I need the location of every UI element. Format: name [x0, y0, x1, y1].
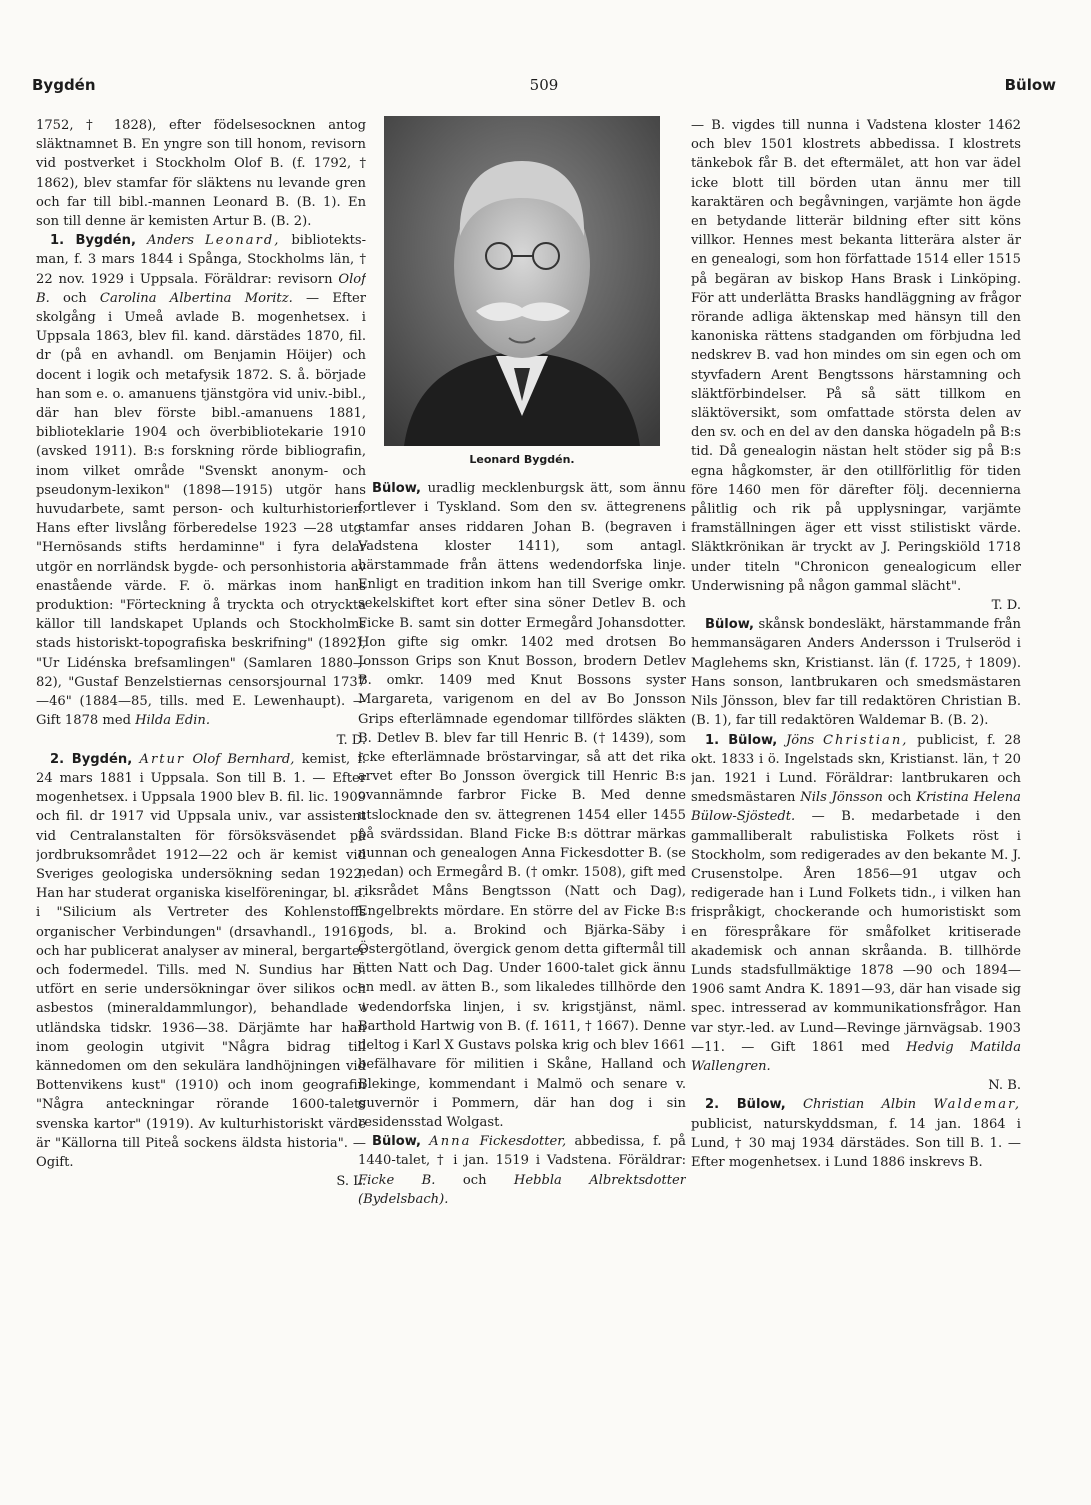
father-name: Nils Jönsson [800, 790, 883, 806]
entry-number: 1. [50, 233, 76, 249]
father-name: Ficke B. [358, 1172, 436, 1188]
wife-name: Hedvig Matilda Wallengren. [691, 1039, 1021, 1074]
entry-text-and: och [49, 290, 100, 306]
mother-name: Hebbla Albrektsdotter (Bydelsbach). [358, 1172, 686, 1207]
entry-artur-bygden [36, 750, 366, 1192]
headword: Bülow, [736, 1097, 786, 1113]
signature: N. B. [988, 1078, 1021, 1094]
entry-christian-bulow [691, 731, 1021, 1096]
signature: T. D. [336, 732, 366, 748]
wife-name: Hilda Edin. [135, 713, 210, 729]
name-spaced: Anna [429, 1134, 472, 1150]
portrait-photo [384, 116, 660, 446]
entry-number: 2. [50, 751, 72, 767]
entry-number: 2. [705, 1097, 737, 1113]
entry-text-and: och [435, 1172, 514, 1188]
entry-number: 1. [705, 732, 729, 748]
column-left [36, 116, 366, 1486]
entry-text: abbedissa, f. på 1440-talet, † i jan. 1519 i Vadstena. Föräldrar: [358, 1134, 686, 1169]
entry-body: skånsk bondesläkt, härstammande från hemmansägaren Anders Andersson i Trulseröd i Maglehems skn, Kristianst. län (f. 1725, † 1809). Hans sonson, lantbrukaren och smedsmästaren Nils Jönsson, blev far till redaktören Christian B. (B. 1), far till redaktören Waldemar B. (B. 2). [691, 617, 1021, 729]
mother-name: Kristina Helena Bülow-Sjöstedt. [691, 790, 1021, 825]
father-name: Olof B. [36, 271, 366, 306]
name-spaced: Waldemar, [933, 1097, 1021, 1113]
entry-intro-continued: 1752, † 1828), efter födelsesocknen antog släktnamnet B. En yngre son till honom, revisorn vid postverket i Stockholm Olof B. (f. 1792, † 1862), blev stamfar för släktens nu levande gren och far till bibl.-mannen Leonard B. (B. 1). En son till denne är kemisten Artur B. (B. 2). [36, 118, 366, 230]
headword: Bülow, [705, 617, 755, 633]
entry-body: — B. vigdes till nunna i Vadstena kloster 1462 och blev 1501 klostrets abbedissa. I klostrets tänkebok får B. det eftermälet, att hon var ädel icke blott till börden utan ännu mer till karaktären och begåvningen, varjämte hon ägde en betydande litterär bildning efter sitt köns villkor. Hennes mest bekanta litterära alster är en genealogi, som hon författade 1514 eller 1515 på begäran av biskop Hans Brask i Linköping. För att underlätta Brasks handläggning av frågor rörande adliga äktenskap med hänsyn till den kanoniska rättens stadganden om förbjudna led nedskrev B. vad hon mindes om sin egen och om styvfadern Arent Bengtssons härstamning och släktförbindelser. På så sätt tillkom en släktöversikt, som omfattade största delen av den sv. och en del av den danska högadeln på B:s tid. Då genealogin nästan helt stöder sig på B:s egna hågkomster, är den otillförlitlig för tiden före 1460 men för därefter följ. decennierna pålitlig och rik på upplysningar, varjämte framställningen äger ett visst stilistiskt värde. Släktkrönikan är tryckt av J. Peringskiöld 1718 under titeln "Chronicon genealogicum eller Underwisning på någon gammal slächt". [691, 118, 1021, 594]
entry-text: bibliotektsman, f. 3 mars 1844 i Spånga, Stockholms län, † 22 nov. 1929 i Uppsala. Föräldrar: revisorn [36, 233, 366, 287]
entry-anna-bulow-continued [691, 116, 1021, 615]
column-middle [358, 116, 686, 1486]
entry-body: publicist, naturskyddsman, f. 14 jan. 1864 i Lund, † 30 maj 1934 därstädes. Son till B. 1. — Efter mogenhetsex. i Lund 1886 inskrevs B. [691, 1116, 1021, 1170]
entry-body: — Efter skolgång i Umeå avlade B. mogenhetsex. i Uppsala 1863, blev fil. kand. därstädes 1870, fil. dr (på en avhandl. om Benjamin Höijer) och docent i logik och metafysik 1872. S. å. började han som e. o. amanuens tjänstgöra vid univ.-bibl., där han blev förste bibl.-amanuens 1881, biblioteklarie 1904 och överbibliotekarie 1910 (avsked 1911). B:s forskning rörde bibliografin, inom vilket område "Svenskt anonym- och pseudonym-lexikon" (1898—1915) utgör hans huvudarbete, samt person- och kulturhistorien. Hans efter livslång förberedelse 1923 —28 utg. "Hernösands stifts herdaminne" i fyra delar utgör en norrländsk bygde- och personhistoria av enastående värde. F. ö. märkas inom hans produktion: "Förteckning å tryckta och otryckta källor till landskapet Uplands och Stockholms stads historiskt-topografiska beskrifning" (1892), "Ur Lidénska brefsamlingen" (Samlaren 1880—82), "Gustaf Benzelstiernas censorsjournal 1737—46" (1884—85, tills. med E. Lewenhaupt). — Gift 1878 med [36, 290, 366, 729]
name-spaced: Artur [139, 751, 186, 767]
portrait-caption: Leonard Bygdén. [469, 453, 575, 466]
column-right [691, 116, 1021, 1486]
entry-bulow-skansk [691, 615, 1021, 730]
name-italic: Christian [802, 1097, 865, 1113]
signature: T. D. [991, 598, 1021, 614]
name-italic: Olof Bernhard, [192, 751, 295, 767]
running-head-left: Bygdén [32, 76, 96, 94]
headword: Bygdén, [71, 751, 133, 767]
name-spaced: Christian, [822, 732, 909, 748]
page-number: 509 [529, 76, 559, 94]
headword: Bygdén, [75, 233, 136, 249]
running-head [32, 76, 1056, 102]
entry-leonard-bygden [36, 231, 366, 749]
name-italic: Albin [881, 1097, 917, 1113]
mother-name: Carolina Albertina Moritz. [99, 290, 293, 306]
signature: S. L. [336, 1174, 366, 1190]
headword: Bülow, [372, 481, 422, 497]
entry-body: kemist, f. 24 mars 1881 i Uppsala. Son till B. 1. — Efter mogenhetsex. i Uppsala 1900 blev B. fil. lic. 1909 och fil. dr 1917 vid Uppsala univ., var assistent vid Centralanstalten för försöksväsendet på jordbruksområdet 1912—22 och är kemist vid Sveriges geologiska undersökning sedan 1922. Han har studerat organiska kiselföreningar, bl. a. i "Silicium als Vertreter des Kohlenstoffs organischer Verbindungen" (drsavhandl., 1916), och har publicerat analyser av mineral, bergarter och fodermedel. Tills. med N. Sundius har B. utfört en serie undersökningar över silikos och asbestos (mineraldammlungor), behandlade i utländska tidskr. 1936—38. Därjämte har han inom geologin utgivit "Några bidrag till kännedomen om den sekulära landhöjningen vid Bottenvikens kust" (1910) och inom geografin "Några anteckningar rörande 1600-talets svenska kartor" (1919). Av kulturhistoriskt värde är "Källorna till Piteå sockens äldsta historia". — Ogift. [36, 751, 366, 1170]
entry-body: — B. medarbetade i den gammalliberalt rabulistiska Folkets röst i Stockholm, som redigerades av den bekante M. J. Crusenstolpe. Åren 1856—91 utgav och redigerade han i Lund Folkets tidn., i vilken han frispråkigt, chockerande och humoristiskt som en förespråkare för småfolket kritiserade akademisk och annan skråanda. B. tillhörde Lunds stadsfullmäktige 1878 —90 och 1894—1906 samt Andra K. 1891—93, där han visade sig spec. intresserad av kommunikationsfrågor. Han var styr.-led. av Lund—Revinge järnvägsab. 1903—11. — Gift 1861 med [691, 809, 1021, 1055]
entry-waldemar-bulow [691, 1095, 1021, 1172]
name-italic: Fickesdotter, [479, 1134, 567, 1150]
name-italic: Anders [146, 233, 194, 249]
entry-anna-bulow [358, 1132, 686, 1209]
name-italic: Jöns [785, 732, 815, 748]
headword: Bülow, [728, 732, 778, 748]
entry-bulow-mecklenburg [358, 479, 686, 1132]
running-head-right: Bülow [1004, 76, 1056, 94]
headword: Bülow, [372, 1134, 422, 1150]
name-spaced: Leonard, [205, 233, 281, 249]
entry-text: publicist, f. 28 okt. 1833 i ö. Ingelstads skn, Kristianst. län, † 20 jan. 1921 i Lund. Föräldrar: lantbrukaren och smedsmästaren [691, 732, 1021, 806]
entry-body: uradlig mecklenburgsk ätt, som ännu fortlever i Tyskland. Som den sv. ättegrenens stamfar anses riddaren Johan B. (begraven i Vadstena kloster 1411), som antagl. härstammade från ättens wedendorfska linje. Enligt en tradition inkom han till Sverige omkr. sekelskiftet kort efter sina söner Detlev B. och Ficke B. samt sin dotter Ermegård Johansdotter. Hon gifte sig omkr. 1402 med drotsen Bo Jonsson Grips son Knut Bosson, brodern Detlev B. omkr. 1409 med Knut Bossons syster Margareta, varigenom en del av Bo Jonsson Grips efterlämnade egendomar tillfördes släkten B. Detlev B. blev far till Henric B. († 1439), som icke efterlämnade bröstarvingar, så att det rika arvet efter Bo Jonsson övergick till Henric B:s ovannämnde farbror Ficke B. Med denne utslocknade den sv. ättegrenen 1454 eller 1455 på svärdssidan. Bland Ficke B:s döttrar märkas nunnan och genealogen Anna Fickesdotter B. (se nedan) och Ermegård B. († omkr. 1508), gift med riksrådet Måns Bengtsson (Natt och Dag), Engelbrekts mördare. En större del av Ficke B:s gods, bl. a. Brokind och Bjärka-Säby i Östergötland, övergick genom detta giftermål till ätten Natt och Dag. Under 1600-talet gick ännu en medl. av ätten B., som likaledes tillhörde den wedendorfska linjen, i sv. krigstjänst, näml. Barthold Hartwig von B. (f. 1611, † 1667). Denne deltog i Karl X Gustavs polska krig och blev 1661 befälhavare för militien i Skåne, Halland och Blekinge, kommendant i Malmö och senare v. guvernör i Pommern, där han dog i sin residensstad Wolgast. [358, 481, 686, 1130]
entry-text-and: och [882, 790, 917, 806]
